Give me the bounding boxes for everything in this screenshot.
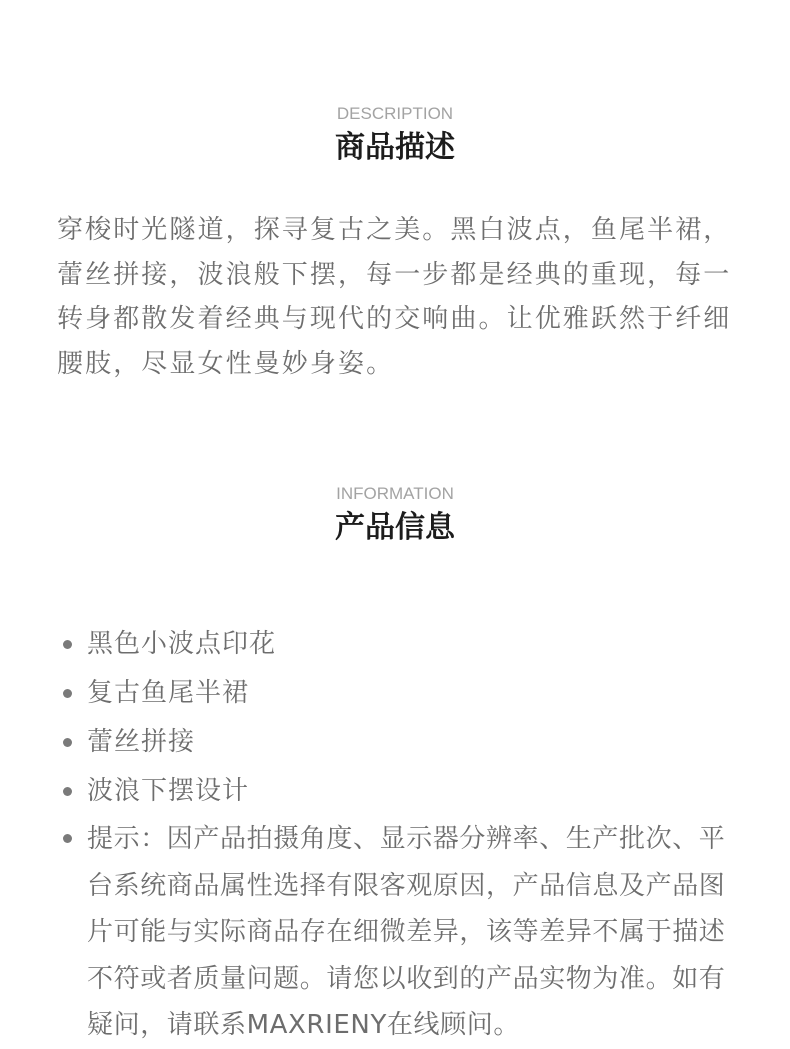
bullet-dot-icon [63,689,72,698]
list-item [0,669,790,718]
information-eyebrow: INFORMATION [336,484,454,503]
disclaimer-text: 提示：因产品拍摄角度、显示器分辨率、生产批次、平台系统商品属性选择有限客观原因，产品信息及产品图片可能与实际商品存在细微差异，该等差异不属于描述不符或者质量问题。请您以收到的产品实物为准。如有疑问，请联系MAXRIENY在线顾问。 [87,824,726,1040]
information-header [0,483,790,548]
bullet-dot-icon [63,738,72,747]
information-title: 产品信息 [335,510,455,545]
list-item [0,767,790,816]
list-item-text: 蕾丝拼接 [87,727,196,757]
information-list [0,620,790,1049]
list-item [0,718,790,767]
description-body: 穿梭时光隧道，探寻复古之美。黑白波点，鱼尾半裙，蕾丝拼接，波浪般下摆，每一步都是经典的重现，每一转身都散发着经典与现代的交响曲。让优雅跃然于纤细腰肢，尽显女性曼妙身姿。 [57,215,732,379]
disclaimer-item [0,816,790,1049]
list-item-text: 黑色小波点印花 [87,629,277,659]
list-item [0,620,790,669]
bullet-dot-icon [63,787,72,796]
bullet-dot-icon [63,640,72,649]
list-item-text: 波浪下摆设计 [87,776,250,806]
list-item-text: 复古鱼尾半裙 [87,678,250,708]
description-eyebrow: DESCRIPTION [336,104,454,123]
bullet-dot-icon [63,834,72,843]
description-header [0,103,790,168]
description-title: 商品描述 [335,130,455,165]
